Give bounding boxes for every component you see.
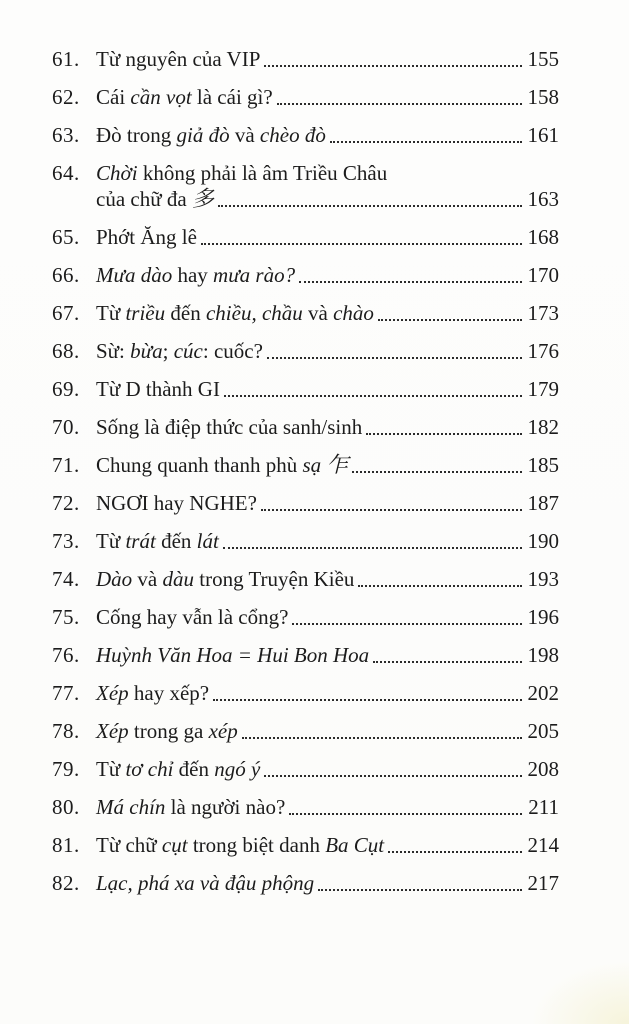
title-text: ; <box>162 339 174 363</box>
title-text: chiều, <box>205 301 257 325</box>
toc-entry-line <box>96 490 559 516</box>
title-text: hay xếp? <box>128 681 210 705</box>
toc-entry-line <box>96 452 559 478</box>
dot-leader <box>277 103 522 105</box>
toc-entry-number: 64. <box>52 161 80 185</box>
toc-entry-title <box>96 680 209 706</box>
toc-entry <box>52 224 559 250</box>
toc-entry-title <box>96 452 348 478</box>
dot-leader <box>289 813 522 815</box>
toc-entry <box>52 566 559 592</box>
toc-entry-line <box>96 528 559 554</box>
toc-entry-body <box>96 262 559 288</box>
title-text: chào <box>333 301 374 325</box>
cjk-character: 乍 <box>326 452 349 477</box>
toc-entry-number: 82. <box>52 871 80 895</box>
title-text: hay <box>172 263 214 287</box>
toc-entry <box>52 794 559 820</box>
title-text: Sừ: <box>96 339 131 363</box>
title-text: NGƠI hay NGHE? <box>96 491 257 515</box>
toc-entry-line <box>96 186 559 212</box>
toc-entry-number: 81. <box>52 833 80 857</box>
toc-entry-line <box>96 46 559 72</box>
toc-entry-number: 67. <box>52 301 80 325</box>
toc-entry-line <box>96 160 559 186</box>
dot-leader <box>224 395 522 397</box>
toc-entry-body <box>96 528 559 554</box>
toc-entry-title <box>96 414 362 440</box>
title-text: Từ nguyên của VIP <box>96 47 261 71</box>
dot-leader <box>358 585 522 587</box>
cjk-character: 多 <box>191 186 214 211</box>
title-text: Dào <box>96 567 133 591</box>
toc-entry <box>52 832 559 858</box>
toc-entry-body <box>96 756 559 782</box>
toc-entry-number: 78. <box>52 719 80 743</box>
toc-entry-page: 176 <box>527 339 559 363</box>
toc-entry <box>52 414 559 440</box>
title-text: trong biệt danh <box>187 833 326 857</box>
toc-entry-line <box>96 718 559 744</box>
title-text: dàu <box>162 567 194 591</box>
title-text: Ba Cụt <box>325 833 385 857</box>
title-text: Phớt Ăng lê <box>96 225 197 249</box>
toc-entry <box>52 46 559 72</box>
toc-entry-title <box>96 870 314 896</box>
toc-entry-body <box>96 604 559 630</box>
toc-entry-number: 72. <box>52 491 80 515</box>
title-text: ngó ý <box>214 757 261 781</box>
toc-entry-title <box>96 832 384 858</box>
title-text: Chung quanh thanh phù <box>96 453 303 477</box>
title-text: đến <box>173 757 215 781</box>
title-text: trát <box>125 529 156 553</box>
toc-entry-page: 208 <box>527 757 559 781</box>
toc-entry-page: 198 <box>527 643 559 667</box>
title-text: cần vọt <box>130 85 192 109</box>
title-text: và <box>302 301 334 325</box>
title-text: Mưa dào <box>96 263 173 287</box>
toc-entry-page: 155 <box>527 47 559 71</box>
toc-entry-body <box>96 122 559 148</box>
toc-entry-line <box>96 262 559 288</box>
toc-entry-line <box>96 414 559 440</box>
toc-entry-line <box>96 870 559 896</box>
toc-entry-number: 70. <box>52 415 80 439</box>
toc-entry-body <box>96 452 559 478</box>
dot-leader <box>201 243 522 245</box>
dot-leader <box>213 699 522 701</box>
toc-entry-title <box>96 46 260 72</box>
toc-entry <box>52 300 559 326</box>
toc-entry-page: 182 <box>527 415 559 439</box>
title-text: Xép <box>96 681 129 705</box>
dot-leader <box>292 623 522 625</box>
toc-entry-line <box>96 224 559 250</box>
toc-entry-title <box>96 224 197 250</box>
toc-entry-body <box>96 84 559 110</box>
toc-entry-number: 77. <box>52 681 80 705</box>
title-text: Từ chữ <box>96 833 162 857</box>
toc-entry <box>52 680 559 706</box>
toc-entry-number: 61. <box>52 47 80 71</box>
title-text: Chời <box>96 161 138 185</box>
toc-entry-body <box>96 300 559 326</box>
toc-entry-line <box>96 566 559 592</box>
title-text: không phải là âm Triều Châu <box>137 161 388 185</box>
toc-entry-body <box>96 870 559 896</box>
title-text: trong ga <box>128 719 209 743</box>
title-text: Từ <box>96 301 126 325</box>
toc-entry-line <box>96 376 559 402</box>
title-text: Đò trong <box>96 123 177 147</box>
toc-entry-line <box>96 338 559 364</box>
title-text: sạ <box>302 453 322 477</box>
title-text: Cái <box>96 85 131 109</box>
dot-leader <box>264 65 522 67</box>
title-text: là cái gì? <box>191 85 273 109</box>
toc-entry-title <box>96 122 326 148</box>
title-text: lát <box>196 529 219 553</box>
toc-entry-title <box>96 84 273 110</box>
toc-entry-body <box>96 224 559 250</box>
toc-entry-body <box>96 718 559 744</box>
toc-entry-line <box>96 604 559 630</box>
toc-entry-page: 190 <box>527 529 559 553</box>
toc-entry-number: 63. <box>52 123 80 147</box>
dot-leader <box>318 889 522 891</box>
title-text: mưa rào? <box>213 263 296 287</box>
title-text: triều <box>125 301 166 325</box>
toc-entry <box>52 160 559 212</box>
toc-entry-page: 173 <box>527 301 559 325</box>
title-text: Huỳnh Văn Hoa = Hui Bon Hoa <box>96 643 370 667</box>
toc-entry <box>52 84 559 110</box>
toc-entry <box>52 642 559 668</box>
toc-entry <box>52 122 559 148</box>
title-text: giả đò <box>176 123 230 147</box>
toc-entry <box>52 490 559 516</box>
title-text: trong Truyện Kiều <box>194 567 355 591</box>
title-text: Từ D thành GI <box>96 377 220 401</box>
toc-entry-number: 80. <box>52 795 80 819</box>
title-text: Xép <box>96 719 129 743</box>
dot-leader <box>264 775 522 777</box>
toc-entry-page: 205 <box>527 719 559 743</box>
toc-entry-title <box>96 794 285 820</box>
toc-entry-number: 71. <box>52 453 80 477</box>
dot-leader <box>261 509 522 511</box>
toc-entry-number: 73. <box>52 529 80 553</box>
toc-entry-line <box>96 680 559 706</box>
toc-entry-page: 185 <box>527 453 559 477</box>
toc-entry <box>52 528 559 554</box>
toc-entry-number: 76. <box>52 643 80 667</box>
toc-entry-number: 74. <box>52 567 80 591</box>
toc-entry-page: 217 <box>527 871 559 895</box>
toc-entry <box>52 756 559 782</box>
dot-leader <box>330 141 522 143</box>
toc-entry-title <box>96 642 369 668</box>
toc-entry-number: 69. <box>52 377 80 401</box>
toc-entry-body <box>96 376 559 402</box>
toc-entry-number: 66. <box>52 263 80 287</box>
toc-entry-body <box>96 566 559 592</box>
title-text: chầu <box>261 301 303 325</box>
toc-entry-number: 75. <box>52 605 80 629</box>
title-text: đến <box>165 301 206 325</box>
toc-entry-title <box>96 300 374 326</box>
toc-entry-title <box>96 756 260 782</box>
toc-entry-number: 65. <box>52 225 80 249</box>
toc-entry <box>52 338 559 364</box>
toc-entry <box>52 376 559 402</box>
toc-entry-title <box>96 376 220 402</box>
toc-entry-body <box>96 794 559 820</box>
toc-entry-page: 187 <box>527 491 559 515</box>
title-text: Lạc, phá xa và đậu phộng <box>96 871 315 895</box>
toc-entry <box>52 870 559 896</box>
toc-entry-line <box>96 794 559 820</box>
title-text: cúc <box>173 339 203 363</box>
toc-entry-title <box>96 338 263 364</box>
toc-entry-line <box>96 642 559 668</box>
title-text: và <box>229 123 260 147</box>
toc-entry-body <box>96 490 559 516</box>
toc-entry-line <box>96 300 559 326</box>
toc-entry-page: 163 <box>527 187 559 211</box>
toc-entry-page: 214 <box>527 833 559 857</box>
toc-entry-body <box>96 160 559 212</box>
dot-leader <box>299 281 522 283</box>
toc-entry-line <box>96 84 559 110</box>
title-text: cụt <box>161 833 188 857</box>
toc-entry-body <box>96 414 559 440</box>
toc-entry-line <box>96 122 559 148</box>
toc-entry-body <box>96 46 559 72</box>
title-text: Má chín <box>96 795 166 819</box>
toc-entry-number: 68. <box>52 339 80 363</box>
dot-leader <box>388 851 522 853</box>
toc-entry-page: 158 <box>527 85 559 109</box>
title-text: là người nào? <box>165 795 286 819</box>
toc-entry-page: 170 <box>527 263 559 287</box>
title-text: Từ <box>96 529 126 553</box>
toc-entry-title <box>96 490 257 516</box>
toc-entry <box>52 262 559 288</box>
toc-entry-title <box>96 528 219 554</box>
title-text: bừa <box>130 339 163 363</box>
dot-leader <box>223 547 522 549</box>
toc-entry-body <box>96 338 559 364</box>
title-text: Cống hay vẫn là cổng? <box>96 605 289 629</box>
toc-entry <box>52 718 559 744</box>
toc-entry-page: 211 <box>528 795 559 819</box>
toc-entry-title <box>96 186 214 212</box>
toc-entry <box>52 452 559 478</box>
toc-entry-title <box>96 604 288 630</box>
dot-leader <box>352 471 522 473</box>
title-text: Từ <box>96 757 126 781</box>
toc-entry-title <box>96 566 354 592</box>
title-text: chèo đò <box>259 123 326 147</box>
toc-entry-page: 161 <box>527 123 559 147</box>
title-text: tơ chỉ <box>125 757 174 781</box>
toc-entry-line <box>96 756 559 782</box>
title-text: và <box>132 567 163 591</box>
toc-entry-title <box>96 262 295 288</box>
toc-entry <box>52 604 559 630</box>
dot-leader <box>366 433 522 435</box>
dot-leader <box>218 205 522 207</box>
dot-leader <box>378 319 522 321</box>
toc-entry-line <box>96 832 559 858</box>
title-text: : cuốc? <box>202 339 263 363</box>
title-text: đến <box>155 529 197 553</box>
dot-leader <box>267 357 522 359</box>
toc-entry-page: 179 <box>527 377 559 401</box>
toc-entry-number: 62. <box>52 85 80 109</box>
toc-entry-page: 196 <box>527 605 559 629</box>
toc-entry-title <box>96 160 387 186</box>
toc-entry-body <box>96 680 559 706</box>
toc-entry-page: 193 <box>527 567 559 591</box>
toc-entry-page: 168 <box>527 225 559 249</box>
toc-entry-body <box>96 642 559 668</box>
title-text: Sống là điệp thức của sanh/sinh <box>96 415 363 439</box>
toc-entry-number: 79. <box>52 757 80 781</box>
toc-entry-body <box>96 832 559 858</box>
toc-entry-page: 202 <box>527 681 559 705</box>
dot-leader <box>373 661 522 663</box>
title-text: của chữ đa <box>96 187 192 211</box>
toc-entry-title <box>96 718 238 744</box>
table-of-contents <box>52 46 559 896</box>
dot-leader <box>242 737 522 739</box>
title-text: xép <box>208 719 238 743</box>
